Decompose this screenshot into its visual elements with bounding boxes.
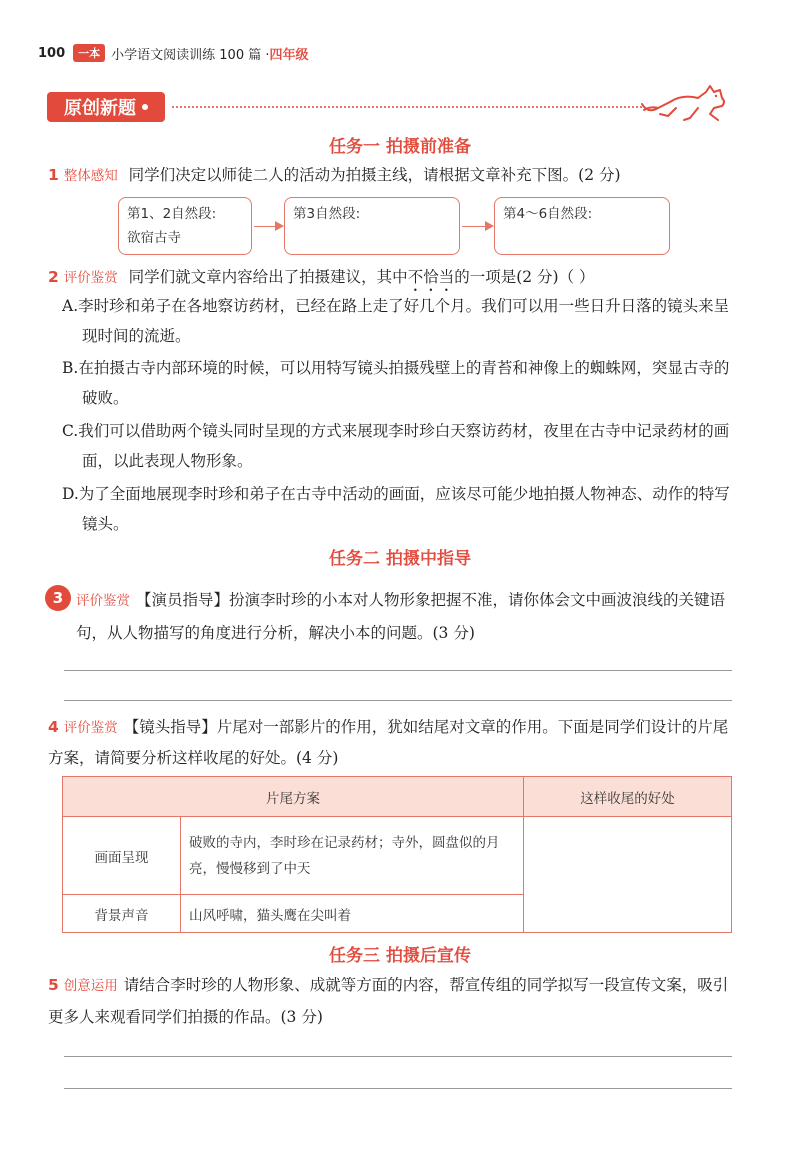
task3-title: 任务三 拍摄后宣传 xyxy=(329,946,471,966)
q4-prompt xyxy=(48,712,738,773)
q5-text: 请结合李时珍的人物形象、成就等方面的内容，帮宣传组的同学拟写一段宣传文案，吸引更多人来观看同学们拍摄的作品。(3 分) xyxy=(48,976,729,1026)
q2-emphasis: 不恰当 xyxy=(407,268,455,286)
flow-arrow-2 xyxy=(462,226,492,227)
task2-title: 任务二 拍摄中指导 xyxy=(329,549,471,569)
table-header-plan: 片尾方案 xyxy=(63,777,524,817)
q1-tag: 整体感知 xyxy=(63,168,118,184)
table-row-label: 画面呈现 xyxy=(63,817,181,895)
q2-option-d[interactable]: D.为了全面地展现李时珍和弟子在古寺中活动的画面，应该尽可能少地拍摄人物神态、动作的特写镜头。 xyxy=(62,485,730,533)
dotted-divider xyxy=(172,106,642,108)
section-title: 原创新题 xyxy=(64,98,136,119)
q1-prompt xyxy=(48,160,621,191)
flow-box-1-content: 欲宿古寺 xyxy=(127,230,181,246)
flow-box-2[interactable] xyxy=(284,197,460,255)
book-title: 小学语文阅读训练 100 篇 · xyxy=(111,47,270,63)
table-row-content: 山风呼啸，猫头鹰在尖叫着 xyxy=(181,895,524,933)
flow-box-2-label: 第3自然段: xyxy=(293,206,361,222)
q3-tag: 评价鉴赏 xyxy=(76,593,130,609)
brand-logo: 一本 xyxy=(73,44,105,62)
q1-text: 同学们决定以师徒二人的活动为拍摄主线，请根据文章补充下图。(2 分) xyxy=(128,166,621,184)
table-row-label: 背景声音 xyxy=(63,895,181,933)
q2-text-after: 的一项是(2 分)（ ） xyxy=(454,268,595,286)
q2-tag: 评价鉴赏 xyxy=(63,270,118,286)
q3-answer-line-1[interactable] xyxy=(64,670,732,671)
q1-number: 1 xyxy=(48,166,59,184)
page-header xyxy=(38,40,309,66)
q3-answer-line-2[interactable] xyxy=(64,700,732,701)
flow-box-1 xyxy=(118,197,252,255)
flow-box-1-label: 第1、2自然段: xyxy=(127,206,217,222)
q5-answer-line-2[interactable] xyxy=(64,1088,732,1089)
flow-arrow-1 xyxy=(254,226,282,227)
q5-number: 5 xyxy=(48,976,59,994)
q5-tag: 创意运用 xyxy=(63,978,118,994)
benefit-answer-cell[interactable] xyxy=(524,817,732,933)
grade-label: 四年级 xyxy=(269,47,309,63)
q2-option-a[interactable]: A.李时珍和弟子在各地察访药材，已经在路上走了好几个月。我们可以用一些日升日落的镜头来呈现时间的流逝。 xyxy=(62,297,730,345)
q2-option-c[interactable]: C.我们可以借助两个镜头同时呈现的方式来展现李时珍白天察访药材，夜里在古寺中记录药材的画面，以此表现人物形象。 xyxy=(62,422,730,470)
flow-box-3-label: 第4～6自然段: xyxy=(503,206,593,222)
page-number: 100 xyxy=(38,45,66,61)
bullet-dot xyxy=(142,104,148,110)
q4-tag: 评价鉴赏 xyxy=(63,720,118,736)
q3-prompt xyxy=(76,584,736,649)
q5-prompt xyxy=(48,970,738,1033)
q2-text-before: 同学们就文章内容给出了拍摄建议，其中 xyxy=(128,268,408,286)
task1-title: 任务一 拍摄前准备 xyxy=(329,137,471,157)
q3-hot-badge: 3 xyxy=(45,585,71,611)
running-cat-icon xyxy=(640,80,730,124)
q4-text: 【镜头指导】片尾对一部影片的作用，犹如结尾对文章的作用。下面是同学们设计的片尾方案，请简要分析这样收尾的好处。(4 分) xyxy=(48,718,729,767)
q3-text: 【演员指导】扮演李时珍的小本对人物形象把握不准，请你体会文中画波浪线的关键语句，从人物描写的角度进行分析，解决小本的问题。(3 分) xyxy=(76,591,726,642)
q5-answer-line-1[interactable] xyxy=(64,1056,732,1057)
q2-option-b[interactable]: B.在拍摄古寺内部环境的时候，可以用特写镜头拍摄残壁上的青苔和神像上的蜘蛛网，突显古寺的破败。 xyxy=(62,359,730,407)
table-row-content: 破败的寺内，李时珍在记录药材；寺外，圆盘似的月亮，慢慢移到了中天 xyxy=(181,817,524,895)
ending-plan-table xyxy=(62,776,732,933)
table-header-benefit: 这样收尾的好处 xyxy=(524,777,732,817)
q2-number: 2 xyxy=(48,268,59,286)
flow-box-3[interactable] xyxy=(494,197,670,255)
section-banner xyxy=(47,92,165,122)
q4-number: 4 xyxy=(48,718,59,736)
